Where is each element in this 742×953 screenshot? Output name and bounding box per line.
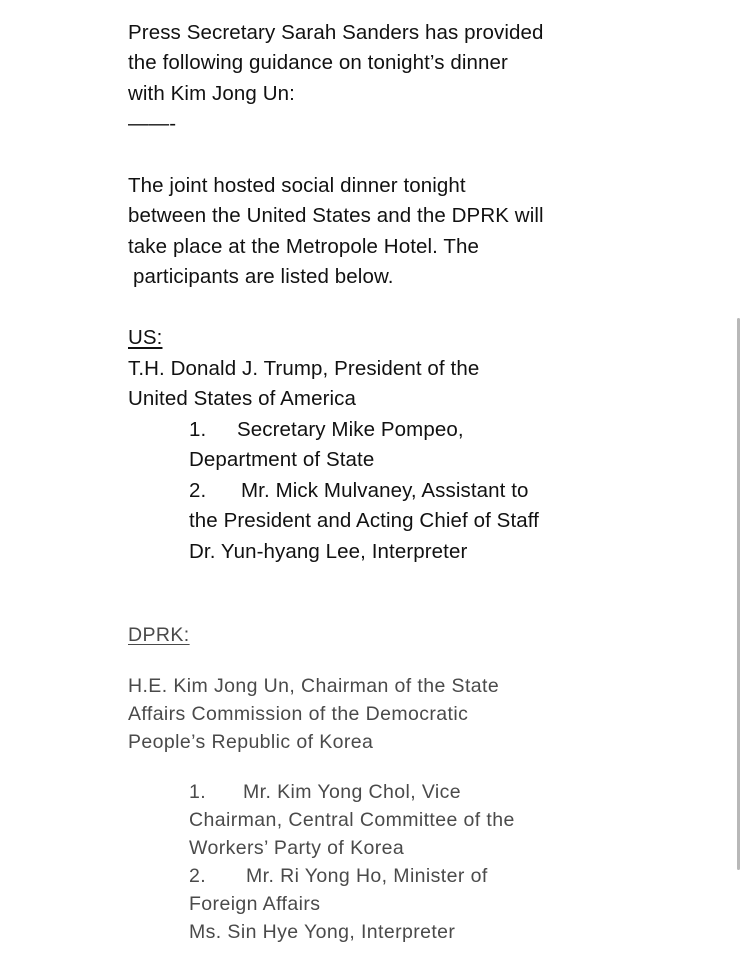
dprk-participant-2-cont: Foreign Affairs xyxy=(189,893,321,915)
body-line-4: participants are listed below. xyxy=(133,265,394,288)
us-participant-1 xyxy=(189,415,464,445)
item-number: 2. xyxy=(189,865,207,887)
dprk-participant-1-cont-1: Chairman, Central Committee of the xyxy=(189,809,515,831)
intro-line-1: Press Secretary Sarah Sanders has provided xyxy=(128,21,544,44)
item-text: Mr. Kim Yong Chol, Vice xyxy=(243,781,462,803)
item-text: Secretary Mike Pompeo, xyxy=(237,418,464,441)
dprk-participant-1-cont-2: Workers’ Party of Korea xyxy=(189,837,405,859)
dprk-leader-line-3: People’s Republic of Korea xyxy=(128,731,374,753)
intro-line-3: with Kim Jong Un: xyxy=(128,82,295,105)
dprk-participant-2 xyxy=(189,861,488,891)
item-number: 2. xyxy=(189,479,207,502)
dprk-heading: DPRK: xyxy=(128,624,190,646)
body-line-3: take place at the Metropole Hotel. The xyxy=(128,235,479,258)
us-participant-2 xyxy=(189,476,529,506)
item-text: Mr. Mick Mulvaney, Assistant to xyxy=(241,479,529,502)
separator-dash: ——- xyxy=(128,112,177,135)
us-heading: US: xyxy=(128,326,163,349)
us-participant-2-cont: the President and Acting Chief of Staff xyxy=(189,509,539,532)
dprk-leader-line-2: Affairs Commission of the Democratic xyxy=(128,703,469,725)
dprk-interpreter: Ms. Sin Hye Yong, Interpreter xyxy=(189,921,456,943)
us-interpreter: Dr. Yun-hyang Lee, Interpreter xyxy=(189,540,468,563)
body-line-2: between the United States and the DPRK will xyxy=(128,204,544,227)
us-participant-1-cont: Department of State xyxy=(189,448,375,471)
us-leader-line-2: United States of America xyxy=(128,387,357,410)
item-number: 1. xyxy=(189,418,207,441)
vertical-scrollbar[interactable] xyxy=(737,318,740,870)
us-leader-line-1: T.H. Donald J. Trump, President of the xyxy=(128,357,480,380)
dprk-participant-1 xyxy=(189,777,461,807)
item-text: Mr. Ri Yong Ho, Minister of xyxy=(246,865,488,887)
body-line-1: The joint hosted social dinner tonight xyxy=(128,174,466,197)
dprk-leader-line-1: H.E. Kim Jong Un, Chairman of the State xyxy=(128,675,500,697)
item-number: 1. xyxy=(189,781,207,803)
intro-line-2: the following guidance on tonight’s dinner xyxy=(128,51,508,74)
